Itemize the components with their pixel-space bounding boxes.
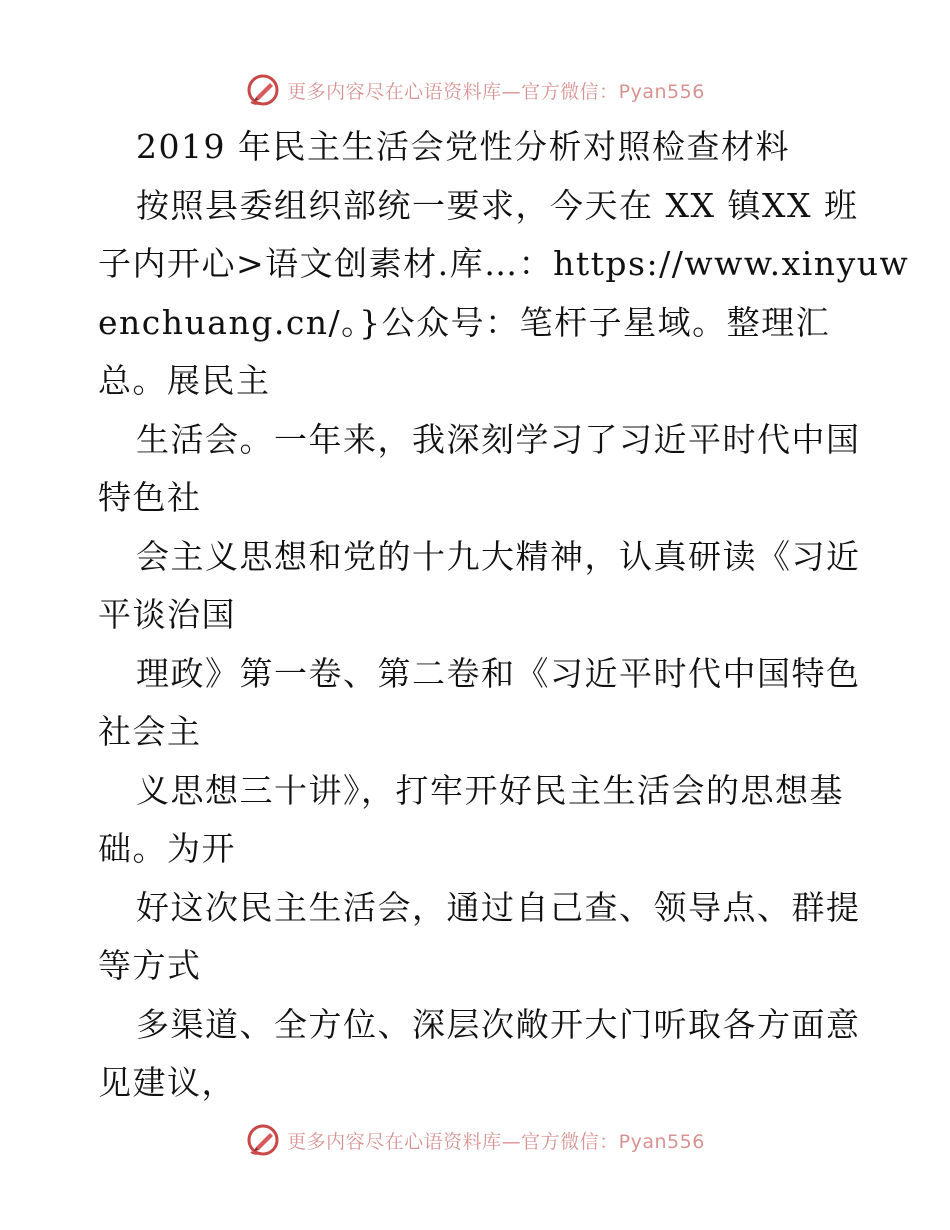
header-watermark-text: 更多内容尽在心语资料库—官方微信：Pyan556 [287,80,705,103]
document-line: 多渠道、全方位、深层次敞开大门听取各方面意 [136,1004,861,1044]
document-line: 按照县委组织部统一要求，今天在 XX 镇XX 班 [136,185,859,225]
pen-circle-logo-icon [245,1122,281,1158]
document-line: 生活会。一年来，我深刻学习了习近平时代中国 [136,419,861,459]
document-body [98,118,910,1113]
document-line: 2019 年民主生活会党性分析对照检查材料 [136,127,790,166]
footer-watermark-text: 更多内容尽在心语资料库—官方微信：Pyan556 [287,1130,705,1153]
document-line: 础。为开 [98,829,236,868]
document-line: 总。展民主 [98,361,271,400]
document-line: 理政》第一卷、第二卷和《习近平时代中国特色 [136,653,861,693]
document-line: 好这次民主生活会，通过自己查、领导点、群提 [136,887,861,927]
document-line: 平谈治国 [98,595,236,634]
document-line: 子内开心>语文创素材.库…：https://www.xinyuw [98,244,910,283]
document-line: 社会主 [98,712,202,751]
header-watermark-banner [0,70,950,110]
document-line: enchuang.cn/。}公众号：笔杆子星域。整理汇 [98,302,831,342]
document-line: 见建议， [98,1063,236,1102]
pen-circle-logo-icon [245,72,281,108]
footer-watermark-banner [0,1120,950,1160]
document-line: 特色社 [98,478,202,517]
document-line: 等方式 [98,946,202,985]
document-line: 会主义思想和党的十九大精神，认真研读《习近 [136,536,861,576]
document-line: 义思想三十讲》，打牢开好民主生活会的思想基 [136,770,844,810]
